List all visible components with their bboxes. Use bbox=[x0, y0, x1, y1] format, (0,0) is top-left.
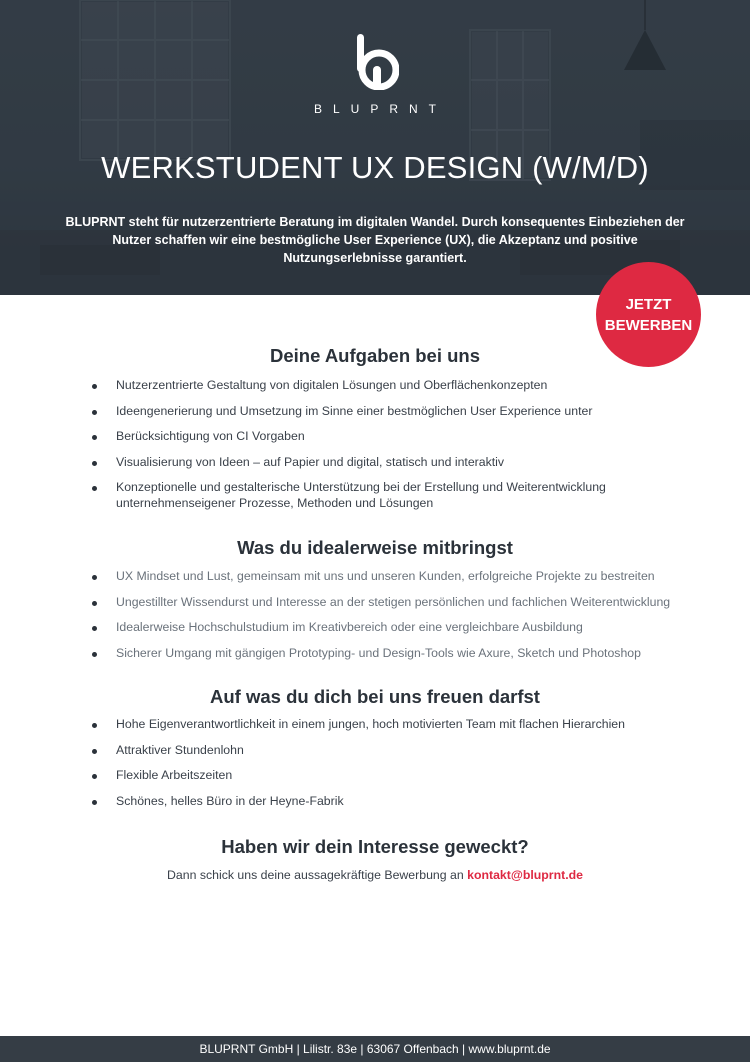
company-intro: BLUPRNT steht für nutzerzentrierte Beratung im digitalen Wandel. Durch konsequentes Einbeziehen der Nutzer schaffen wir eine bestmögliche User Experience (UX), die Akzeptanz und positive Nutzungserlebnisse garantiert. bbox=[65, 215, 685, 265]
brand-name: BLUPRNT bbox=[313, 102, 447, 116]
list-item: Attraktiver Stundenlohn bbox=[92, 743, 672, 759]
list-item: Nutzerzentrierte Gestaltung von digitalen Lösungen und Oberflächenkonzepten bbox=[92, 378, 672, 394]
bullet-icon bbox=[92, 461, 97, 466]
list-item: Schönes, helles Büro in der Heyne-Fabrik bbox=[92, 794, 672, 810]
bullet-icon bbox=[92, 626, 97, 631]
requirements-heading: Was du idealerweise mitbringst bbox=[237, 537, 513, 558]
bullet-icon bbox=[92, 800, 97, 805]
bullet-icon bbox=[92, 749, 97, 754]
bullet-icon bbox=[92, 723, 97, 728]
tasks-heading: Deine Aufgaben bei uns bbox=[269, 345, 481, 366]
contact-text bbox=[0, 868, 750, 882]
bullet-icon bbox=[92, 384, 97, 389]
bullet-icon bbox=[92, 652, 97, 657]
list-item: UX Mindset und Lust, gemeinsam mit uns und unseren Kunden, erfolgreiche Projekte zu bestreiten bbox=[92, 569, 672, 585]
hero-banner bbox=[0, 0, 750, 295]
list-item: Flexible Arbeitszeiten bbox=[92, 768, 672, 784]
bullet-icon bbox=[92, 601, 97, 606]
benefits-heading: Auf was du dich bei uns freuen darfst bbox=[210, 686, 540, 707]
contact-heading: Haben wir dein Interesse geweckt? bbox=[221, 836, 529, 857]
bullet-icon bbox=[92, 774, 97, 779]
page-title: WERKSTUDENT UX DESIGN (W/M/D) bbox=[101, 150, 649, 185]
contact-prompt: Dann schick uns deine aussagekräftige Bewerbung an bbox=[167, 868, 468, 882]
bluprnt-logo-icon bbox=[355, 34, 399, 90]
bullet-icon bbox=[92, 486, 97, 491]
list-item: Ungestillter Wissendurst und Interesse an der stetigen persönlichen und fachlichen Weiterentwicklung bbox=[92, 595, 672, 611]
footer: BLUPRNT GmbH | Lilistr. 83e | 63067 Offenbach | www.bluprnt.de bbox=[0, 1036, 750, 1062]
list-item: Sicherer Umgang mit gängigen Prototyping- und Design-Tools wie Axure, Sketch und Photoshop bbox=[92, 646, 672, 662]
contact-email-link[interactable]: kontakt@bluprnt.de bbox=[467, 868, 583, 882]
apply-button-line-2: BEWERBEN bbox=[604, 316, 693, 334]
requirements-list bbox=[92, 569, 672, 661]
list-item: Konzeptionelle und gestalterische Unterstützung bei der Erstellung und Weiterentwicklung unternehmenseigener Prozesse, Methoden und Lösungen bbox=[92, 480, 672, 511]
list-item: Visualisierung von Ideen – auf Papier und digital, statisch und interaktiv bbox=[92, 455, 672, 471]
list-item: Idealerweise Hochschulstudium im Kreativbereich oder eine vergleichbare Ausbildung bbox=[92, 620, 672, 636]
tasks-list bbox=[92, 378, 672, 511]
list-item: Hohe Eigenverantwortlichkeit in einem jungen, hoch motivierten Team mit flachen Hierarchien bbox=[92, 717, 672, 733]
apply-button-line-1: JETZT bbox=[625, 295, 672, 313]
bullet-icon bbox=[92, 410, 97, 415]
bullet-icon bbox=[92, 575, 97, 580]
list-item: Ideengenerierung und Umsetzung im Sinne einer bestmöglichen User Experience unter bbox=[92, 404, 672, 420]
list-item: Berücksichtigung von CI Vorgaben bbox=[92, 429, 672, 445]
bullet-icon bbox=[92, 435, 97, 440]
benefits-list bbox=[92, 717, 672, 809]
